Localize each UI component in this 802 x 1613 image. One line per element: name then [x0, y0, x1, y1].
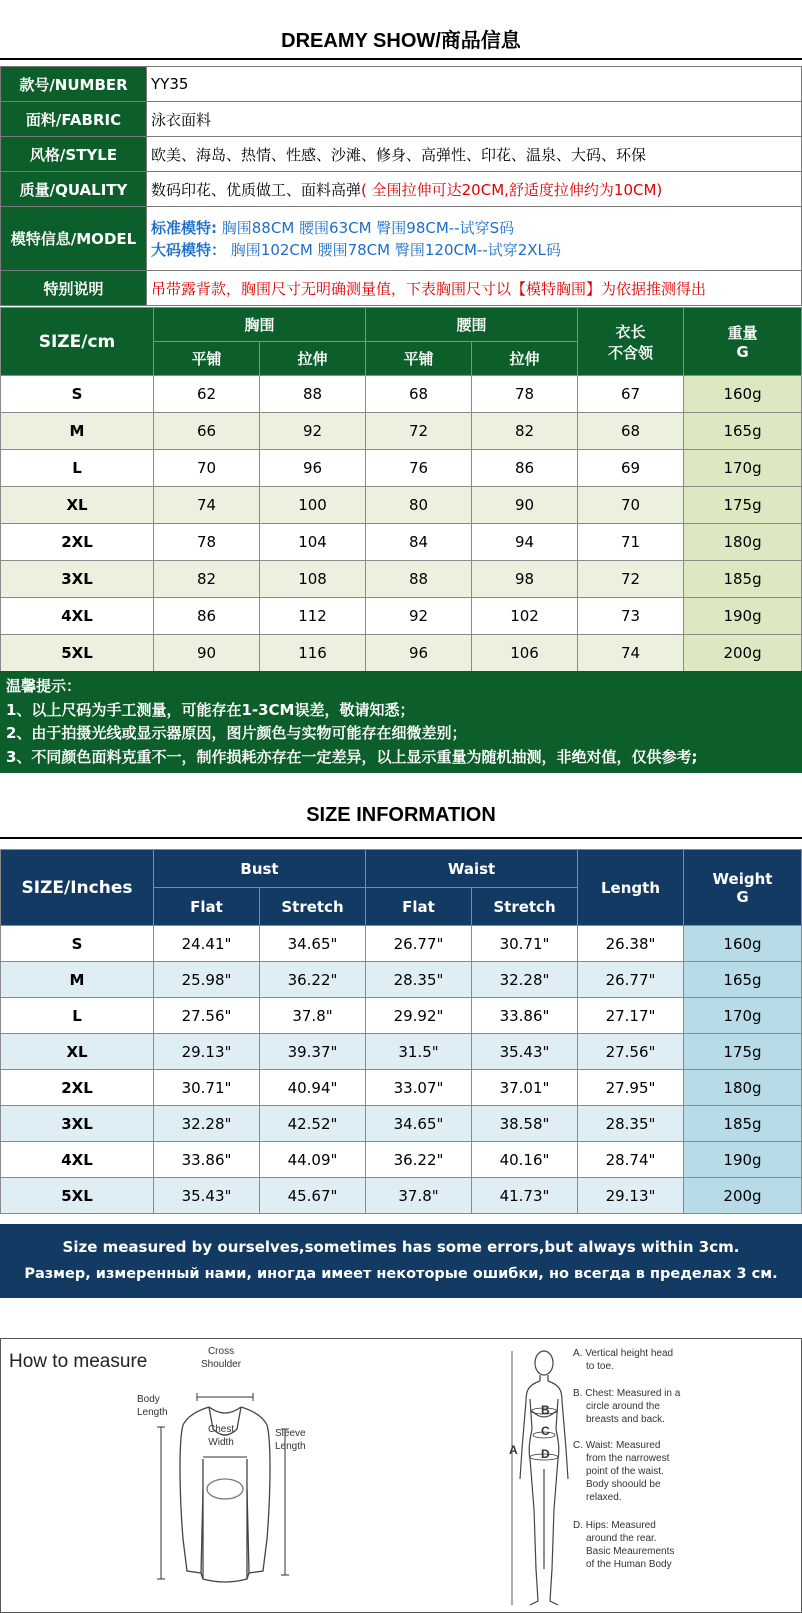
- standard-model-label: 标准模特:: [151, 218, 217, 237]
- weight-cell: 170g: [684, 450, 802, 487]
- table-row: [1, 1106, 802, 1142]
- table-row: [1, 962, 802, 998]
- table-cell: 112: [260, 598, 366, 635]
- table-cell: 29.92": [366, 998, 472, 1034]
- bust-stretch-header: Stretch: [260, 888, 366, 926]
- table-cell: 82: [472, 413, 578, 450]
- table-cell: 108: [260, 561, 366, 598]
- fig-label-c: C: [541, 1424, 550, 1438]
- en-note-line-ru: Размер, измеренный нами, иногда имеет некоторые ошибки, но всегда в пределах 3 см.: [24, 1266, 778, 1282]
- table-cell: 29.13": [154, 1034, 260, 1070]
- table-row: [1, 1034, 802, 1070]
- table-cell: 36.22": [366, 1142, 472, 1178]
- number-label: 款号/NUMBER: [1, 67, 147, 102]
- table-cell: 67: [578, 376, 684, 413]
- measure-legend-b: B. Chest: Measured in a circle around the breasts and back.: [573, 1388, 681, 1425]
- table-cell: 68: [578, 413, 684, 450]
- cn-notes-title: 温馨提示：: [6, 677, 82, 695]
- quality-value: [147, 172, 802, 207]
- waist-header: Waist: [366, 850, 578, 888]
- weight-cell: 170g: [684, 998, 802, 1034]
- table-cell: 26.77": [578, 962, 684, 998]
- size-cell: XL: [1, 1034, 154, 1070]
- table-cell: 33.86": [154, 1142, 260, 1178]
- size-cell: M: [1, 413, 154, 450]
- table-cell: 70: [154, 450, 260, 487]
- table-cell: 30.71": [472, 926, 578, 962]
- style-value: 欧美、海岛、热情、性感、沙滩、修身、高弹性、印花、温泉、大码、环保: [147, 137, 802, 172]
- table-cell: 31.5": [366, 1034, 472, 1070]
- size-cell: 4XL: [1, 1142, 154, 1178]
- table-cell: 106: [472, 635, 578, 672]
- cross-shoulder-label: Cross Shoulder: [201, 1346, 242, 1370]
- table-cell: 29.13": [578, 1178, 684, 1214]
- table-cell: 30.71": [154, 1070, 260, 1106]
- table-cell: 28.74": [578, 1142, 684, 1178]
- table-cell: 26.77": [366, 926, 472, 962]
- section-title: SIZE INFORMATION: [306, 804, 496, 826]
- size-cell: XL: [1, 487, 154, 524]
- table-cell: 62: [154, 376, 260, 413]
- model-value: [147, 207, 802, 271]
- weight-cell: 200g: [684, 635, 802, 672]
- fig-label-b: B: [541, 1403, 550, 1417]
- table-cell: 78: [154, 524, 260, 561]
- weight-cell: 175g: [684, 1034, 802, 1070]
- weight-cell: 180g: [684, 1070, 802, 1106]
- table-cell: 104: [260, 524, 366, 561]
- quality-text: 数码印花、优质做工、面料高弹: [151, 180, 362, 199]
- table-cell: 37.01": [472, 1070, 578, 1106]
- table-cell: 27.95": [578, 1070, 684, 1106]
- bust-header: Bust: [154, 850, 366, 888]
- size-cell: S: [1, 926, 154, 962]
- table-cell: 98: [472, 561, 578, 598]
- table-cell: 26.38": [578, 926, 684, 962]
- waist-flat-header: 平铺: [366, 342, 472, 376]
- fabric-value: 泳衣面料: [147, 102, 802, 137]
- table-cell: 72: [366, 413, 472, 450]
- size-cell: L: [1, 998, 154, 1034]
- size-table-cm: [0, 307, 802, 672]
- table-cell: 90: [472, 487, 578, 524]
- table-cell: 35.43": [472, 1034, 578, 1070]
- table-row: [1, 598, 802, 635]
- cn-note-line: 1、以上尺码为手工测量，可能存在1-3CM误差，敬请知悉；: [6, 700, 415, 719]
- table-cell: 84: [366, 524, 472, 561]
- table-row: [1, 376, 802, 413]
- size-cell: 5XL: [1, 1178, 154, 1214]
- weight-cell: 190g: [684, 598, 802, 635]
- bust-stretch-header: 拉伸: [260, 342, 366, 376]
- number-value: YY35: [147, 67, 802, 102]
- how-to-measure-panel: [0, 1338, 802, 1613]
- table-row: [1, 1070, 802, 1106]
- section-divider: [0, 837, 802, 839]
- bust-header: 胸围: [154, 308, 366, 342]
- table-cell: 41.73": [472, 1178, 578, 1214]
- waist-header: 腰围: [366, 308, 578, 342]
- table-cell: 66: [154, 413, 260, 450]
- size-cell: 3XL: [1, 561, 154, 598]
- table-cell: 32.28": [154, 1106, 260, 1142]
- length-header: 衣长 不含领: [578, 308, 684, 376]
- weight-cell: 185g: [684, 1106, 802, 1142]
- fig-label-d: D: [541, 1447, 550, 1461]
- table-cell: 42.52": [260, 1106, 366, 1142]
- size-cell: 2XL: [1, 1070, 154, 1106]
- body-diagram: [506, 1339, 576, 1612]
- table-cell: 34.65": [366, 1106, 472, 1142]
- table-cell: 27.17": [578, 998, 684, 1034]
- standard-model-value: 胸围88CM 腰围63CM 臀围98CM--试穿S码: [217, 218, 515, 237]
- table-row: [1, 1178, 802, 1214]
- waist-flat-header: Flat: [366, 888, 472, 926]
- size-cell: L: [1, 450, 154, 487]
- model-label: 模特信息/MODEL: [1, 207, 147, 271]
- size-header: SIZE/Inches: [1, 850, 154, 926]
- table-cell: 80: [366, 487, 472, 524]
- bust-flat-header: 平铺: [154, 342, 260, 376]
- waist-stretch-header: 拉伸: [472, 342, 578, 376]
- cn-note-line: 2、由于拍摄光线或显示器原因，图片颜色与实物可能存在细微差别；: [6, 724, 467, 742]
- table-cell: 39.37": [260, 1034, 366, 1070]
- plus-model-label: 大码模特：: [151, 240, 227, 259]
- table-cell: 74: [578, 635, 684, 672]
- table-cell: 72: [578, 561, 684, 598]
- table-cell: 33.86": [472, 998, 578, 1034]
- quality-label: 质量/QUALITY: [1, 172, 147, 207]
- cn-notes: [0, 671, 802, 773]
- measure-legend-a: A. Vertical height head to toe.: [573, 1348, 674, 1372]
- en-note-line: Size measured by ourselves,sometimes has some errors,but always within 3cm.: [62, 1238, 740, 1256]
- table-cell: 94: [472, 524, 578, 561]
- table-cell: 36.22": [260, 962, 366, 998]
- size-table-inches: [0, 849, 802, 1214]
- weight-cell: 165g: [684, 962, 802, 998]
- table-cell: 92: [260, 413, 366, 450]
- table-cell: 38.58": [472, 1106, 578, 1142]
- body-length-label: Body Length: [137, 1394, 168, 1418]
- weight-cell: 185g: [684, 561, 802, 598]
- table-row: [1, 998, 802, 1034]
- table-cell: 37.8": [260, 998, 366, 1034]
- weight-cell: 160g: [684, 926, 802, 962]
- table-cell: 116: [260, 635, 366, 672]
- table-cell: 34.65": [260, 926, 366, 962]
- table-cell: 37.8": [366, 1178, 472, 1214]
- table-row: [1, 635, 802, 672]
- cn-note-line: 3、不同颜色面料克重不一，制作损耗亦存在一定差异，以上显示重量为随机抽测，非绝对值，仅供参考;: [6, 747, 698, 766]
- table-cell: 100: [260, 487, 366, 524]
- table-cell: 27.56": [154, 998, 260, 1034]
- table-cell: 40.16": [472, 1142, 578, 1178]
- table-cell: 33.07": [366, 1070, 472, 1106]
- table-cell: 90: [154, 635, 260, 672]
- table-cell: 28.35": [578, 1106, 684, 1142]
- table-cell: 88: [260, 376, 366, 413]
- bust-flat-header: Flat: [154, 888, 260, 926]
- sweater-diagram: [121, 1339, 321, 1612]
- table-cell: 88: [366, 561, 472, 598]
- table-cell: 27.56": [578, 1034, 684, 1070]
- measure-title: How to measure: [9, 1351, 148, 1372]
- size-cell: 5XL: [1, 635, 154, 672]
- measure-legend-c: C. Waist: Measured from the narrowest point of the waist. Body shoould be relaxed.: [573, 1440, 670, 1503]
- size-cell: 4XL: [1, 598, 154, 635]
- table-row: [1, 926, 802, 962]
- en-notes: [0, 1224, 802, 1298]
- fig-label-a: A: [509, 1443, 518, 1457]
- table-cell: 44.09": [260, 1142, 366, 1178]
- size-cell: S: [1, 376, 154, 413]
- table-cell: 78: [472, 376, 578, 413]
- weight-cell: 160g: [684, 376, 802, 413]
- table-cell: 32.28": [472, 962, 578, 998]
- fabric-label: 面料/FABRIC: [1, 102, 147, 137]
- special-value: 吊带露背款，胸围尺寸无明确测量值，下表胸围尺寸以【模特胸围】为依据推测得出: [147, 271, 802, 306]
- size-header: SIZE/cm: [1, 308, 154, 376]
- table-cell: 74: [154, 487, 260, 524]
- page-title: DREAMY SHOW/商品信息: [281, 30, 521, 52]
- table-cell: 25.98": [154, 962, 260, 998]
- table-cell: 92: [366, 598, 472, 635]
- weight-header: 重量 G: [684, 308, 802, 376]
- weight-cell: 180g: [684, 524, 802, 561]
- table-cell: 86: [472, 450, 578, 487]
- special-label: 特别说明: [1, 271, 147, 306]
- table-cell: 73: [578, 598, 684, 635]
- table-row: [1, 487, 802, 524]
- table-cell: 96: [366, 635, 472, 672]
- table-cell: 82: [154, 561, 260, 598]
- weight-header: Weight G: [684, 850, 802, 926]
- table-cell: 86: [154, 598, 260, 635]
- table-cell: 69: [578, 450, 684, 487]
- chest-width-label: Chest Width: [208, 1424, 235, 1448]
- table-cell: 102: [472, 598, 578, 635]
- measure-legend-d: D. Hips: Measured around the rear. Basic Meaurements of the Human Body: [573, 1520, 675, 1570]
- table-cell: 24.41": [154, 926, 260, 962]
- table-cell: 35.43": [154, 1178, 260, 1214]
- table-row: [1, 524, 802, 561]
- size-cell: 3XL: [1, 1106, 154, 1142]
- plus-model-value: 胸围102CM 腰围78CM 臀围120CM--试穿2XL码: [226, 240, 561, 259]
- sleeve-length-label: Sleeve Length: [275, 1428, 306, 1452]
- waist-stretch-header: Stretch: [472, 888, 578, 926]
- weight-cell: 165g: [684, 413, 802, 450]
- table-cell: 28.35": [366, 962, 472, 998]
- size-cell: 2XL: [1, 524, 154, 561]
- table-row: [1, 561, 802, 598]
- weight-cell: 175g: [684, 487, 802, 524]
- style-label: 风格/STYLE: [1, 137, 147, 172]
- product-info-table: [0, 66, 802, 306]
- table-row: [1, 413, 802, 450]
- table-cell: 96: [260, 450, 366, 487]
- table-row: [1, 450, 802, 487]
- title-divider: [0, 58, 802, 60]
- table-cell: 40.94": [260, 1070, 366, 1106]
- length-header: Length: [578, 850, 684, 926]
- table-cell: 71: [578, 524, 684, 561]
- table-cell: 76: [366, 450, 472, 487]
- size-cell: M: [1, 962, 154, 998]
- weight-cell: 200g: [684, 1178, 802, 1214]
- table-cell: 68: [366, 376, 472, 413]
- weight-cell: 190g: [684, 1142, 802, 1178]
- table-row: [1, 1142, 802, 1178]
- table-cell: 45.67": [260, 1178, 366, 1214]
- quality-note: ( 全围拉伸可达20CM,舒适度拉伸约为10CM): [361, 180, 663, 199]
- table-cell: 70: [578, 487, 684, 524]
